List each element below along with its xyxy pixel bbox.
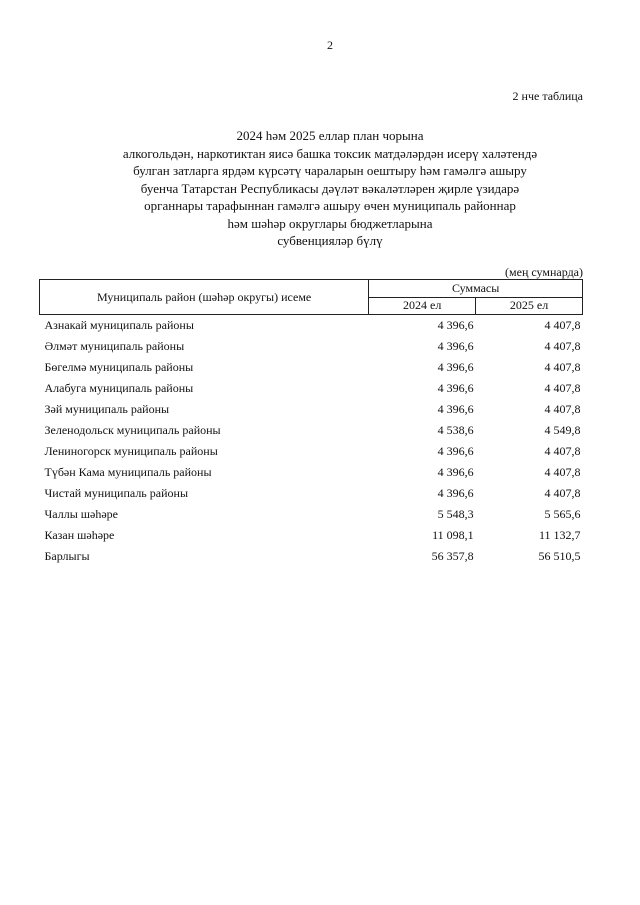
row-value-2025: 4 407,8: [544, 402, 581, 416]
header-year-2024: 2024 ел: [369, 297, 476, 315]
row-value-2024: 4 538,6: [437, 423, 474, 437]
table-row: [40, 357, 583, 378]
title-line: буенча Татарстан Республикасы дәүләт вәкаләтләрен җирле үзидарә: [140, 180, 520, 196]
row-name: Лениногорск муниципаль районы: [44, 444, 218, 458]
table-row: [40, 462, 583, 483]
row-value-2024: 4 396,6: [437, 486, 474, 500]
units-note: (мең сумнарда): [505, 265, 583, 279]
row-name: Казан шәһәре: [44, 528, 115, 542]
table-row: [40, 504, 583, 525]
row-name: Әлмәт муниципаль районы: [44, 339, 185, 353]
row-name: Чаллы шәһәре: [44, 507, 118, 521]
title-line: субвенцияләр бүлү: [277, 233, 383, 248]
row-name: Зеленодольск муниципаль районы: [44, 423, 221, 437]
row-value-2025: 4 407,8: [544, 339, 581, 353]
row-value-2024: 56 357,8: [431, 549, 474, 563]
table-row: [40, 315, 583, 337]
title-line: булган затларга ярдәм күрсәтү чараларын оештыру һәм гамәлгә ашыру: [133, 163, 527, 178]
row-value-2024: 4 396,6: [437, 339, 474, 353]
table-row: [40, 441, 583, 462]
row-value-2025: 4 549,8: [544, 423, 581, 437]
document-title: [80, 127, 580, 250]
row-value-2024: 5 548,3: [437, 507, 474, 521]
page-number: 2: [327, 38, 333, 52]
table-row: [40, 336, 583, 357]
row-name: Азнакай муниципаль районы: [44, 318, 194, 332]
row-value-2025: 4 407,8: [544, 318, 581, 332]
table-row: [40, 420, 583, 441]
table-row: [40, 378, 583, 399]
row-value-2025: 4 407,8: [544, 486, 581, 500]
table-row: [40, 525, 583, 546]
row-value-2024: 4 396,6: [437, 360, 474, 374]
title-line: органнары тарафыннан гамәлгә ашыру өчен муниципаль районнар: [144, 198, 516, 213]
row-name: Түбән Кама муниципаль районы: [44, 465, 212, 479]
row-name: Барлыгы: [44, 549, 90, 563]
title-line: алкогольдән, наркотиктан яисә башка токсик матдәләрдән исерү халәтендә: [122, 145, 538, 161]
row-value-2024: 11 098,1: [432, 528, 474, 542]
table-row: [40, 546, 583, 567]
row-value-2025: 4 407,8: [544, 465, 581, 479]
row-name: Чистай муниципаль районы: [44, 486, 189, 500]
header-municipality: Муниципаль район (шәһәр округы) исеме: [40, 280, 369, 315]
row-value-2024: 4 396,6: [437, 465, 474, 479]
row-value-2025: 5 565,6: [544, 507, 581, 521]
header-year-2025: 2025 ел: [476, 297, 583, 315]
row-name: Алабуга муниципаль районы: [44, 381, 194, 395]
row-value-2024: 4 396,6: [437, 402, 474, 416]
row-value-2024: 4 396,6: [437, 444, 474, 458]
row-value-2024: 4 396,6: [437, 318, 474, 332]
table-row: [40, 399, 583, 420]
row-value-2025: 4 407,8: [544, 444, 581, 458]
title-line: 2024 һәм 2025 еллар план чорына: [236, 128, 424, 143]
row-value-2025: 11 132,7: [538, 528, 581, 542]
table-row: [40, 483, 583, 504]
row-value-2025: 4 407,8: [544, 381, 581, 395]
row-value-2024: 4 396,6: [437, 381, 474, 395]
subsidy-table: [39, 279, 583, 567]
header-sum: Суммасы: [369, 280, 583, 298]
row-value-2025: 4 407,8: [544, 360, 581, 374]
row-name: Зәй муниципаль районы: [44, 402, 170, 416]
title-line: һәм шәһәр округлары бюджетларына: [227, 215, 433, 231]
table-body: [40, 315, 583, 568]
row-value-2025: 56 510,5: [538, 549, 581, 563]
table-label: 2 нче таблица: [512, 89, 583, 103]
row-name: Бөгелмә муниципаль районы: [44, 360, 194, 374]
